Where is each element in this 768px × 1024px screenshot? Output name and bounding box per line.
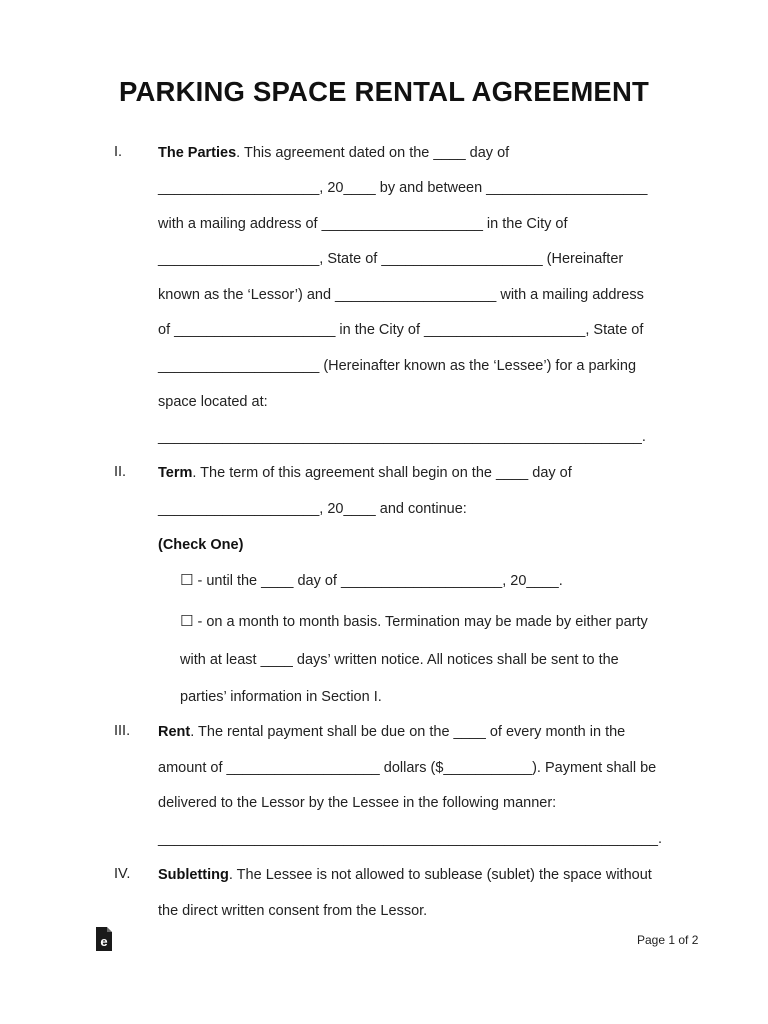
section-1-line-1 — [158, 144, 509, 162]
option-month-to-month-line-3: parties’ information in Section I. — [180, 689, 382, 705]
section-1-numeral: I. — [114, 144, 123, 160]
section-2-numeral: II. — [114, 464, 127, 480]
checkbox-icon[interactable]: ☐ — [180, 613, 194, 630]
section-1-line-6: of ____________________ in the City of ____________________, State of — [158, 322, 644, 338]
section-1-line-8: space located at: — [158, 394, 268, 410]
section-1-line-2: ____________________, 20____ by and between ____________________ — [158, 180, 648, 196]
section-3-line-4: ______________________________________________________________. — [158, 831, 663, 847]
svg-text:e: e — [100, 934, 108, 949]
section-4-line-1 — [158, 866, 652, 884]
check-one-text: (Check One) — [158, 537, 244, 553]
section-2-text: . The term of this agreement shall begin on the ____ day of — [192, 465, 572, 481]
section-3-text: . The rental payment shall be due on the ____ of every month in the — [190, 724, 626, 740]
section-3-heading: Rent — [158, 724, 191, 740]
section-3-line-2: amount of ___________________ dollars ($___________). Payment shall be — [158, 760, 657, 776]
section-1-line-9: ____________________________________________________________. — [158, 429, 646, 445]
section-1-line-7: ____________________ (Hereinafter known as the ‘Lessee’) for a parking — [158, 358, 637, 374]
section-2-heading: Term — [158, 465, 193, 481]
checkbox-icon[interactable]: ☐ — [180, 572, 194, 589]
section-2-line-1 — [158, 464, 572, 482]
option-month-to-month — [180, 613, 648, 631]
option-month-to-month-text: - on a month to month basis. Termination may be made by either party — [193, 614, 648, 630]
check-one-label — [158, 536, 243, 554]
section-4-text: . The Lessee is not allowed to sublease (sublet) the space without — [228, 867, 652, 883]
option-until-date — [180, 572, 563, 590]
section-4-line-2: the direct written consent from the Lessor. — [158, 903, 428, 919]
section-1-heading: The Parties — [158, 145, 237, 161]
page-number: Page 1 of 2 — [637, 933, 699, 947]
eforms-logo-icon — [94, 926, 114, 952]
section-3-line-3: delivered to the Lessor by the Lessee in the following manner: — [158, 795, 557, 811]
section-3-numeral: III. — [114, 723, 131, 739]
section-4-heading: Subletting — [158, 867, 229, 883]
section-1-line-4: ____________________, State of ____________________ (Hereinafter — [158, 251, 624, 267]
section-1-line-5: known as the ‘Lessor’) and ____________________ with a mailing address — [158, 287, 644, 303]
section-1-text: . This agreement dated on the ____ day of — [236, 145, 510, 161]
option-month-to-month-line-2: with at least ____ days’ written notice. All notices shall be sent to the — [180, 652, 619, 668]
section-3-line-1 — [158, 723, 625, 741]
section-4-numeral: IV. — [114, 866, 131, 882]
page-title: PARKING SPACE RENTAL AGREEMENT — [118, 76, 650, 107]
option-until-date-text: - until the ____ day of ____________________, 20____. — [193, 573, 563, 589]
section-1-line-3: with a mailing address of ____________________ in the City of — [158, 216, 568, 232]
section-2-line-2: ____________________, 20____ and continue: — [158, 501, 467, 517]
